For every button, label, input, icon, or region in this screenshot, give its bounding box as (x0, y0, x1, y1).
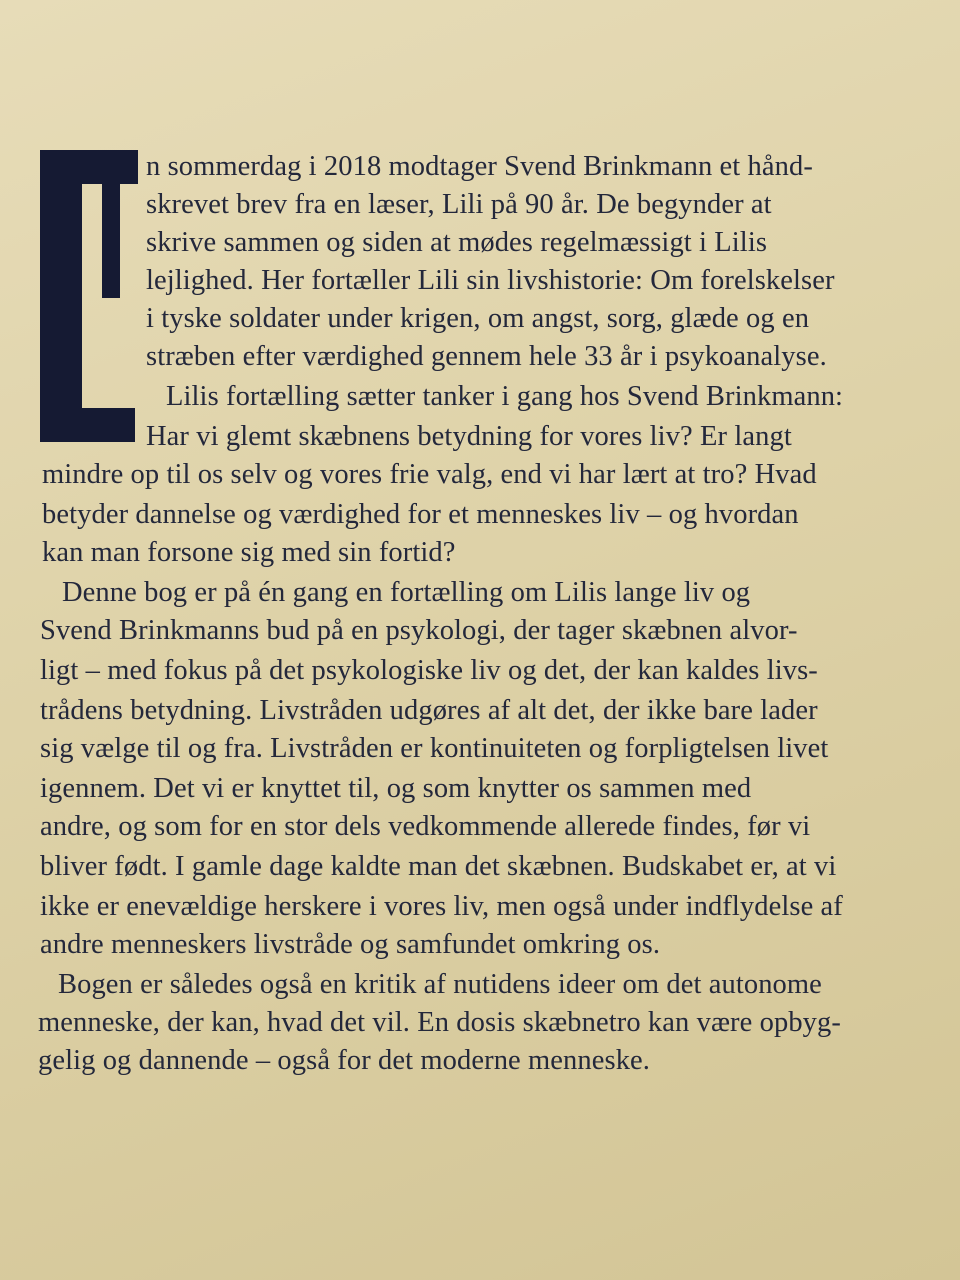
paragraph-1-line-2: skrevet brev fra en læser, Lili på 90 år. De begynder at (146, 189, 772, 220)
paragraph-4-line-3: gelig og dannende – også for det moderne menneske. (38, 1045, 651, 1076)
paragraph-2-line-2: Har vi glemt skæbnens betydning for vores liv? Er langt (146, 421, 792, 452)
drop-cap-glyph (40, 150, 140, 442)
paragraph-1-line-4: lejlighed. Her fortæller Lili sin livshistorie: Om forelskelser (146, 265, 835, 296)
paragraph-1-line-1: n sommerdag i 2018 modtager Svend Brinkmann et hånd- (146, 151, 813, 182)
paragraph-3-line-4: trådens betydning. Livstråden udgøres af alt det, der ikke bare lader (40, 695, 818, 726)
paragraph-3-line-1: Denne bog er på én gang en fortælling om Lilis lange liv og (62, 577, 751, 608)
paragraph-3-line-5: sig vælge til og fra. Livstråden er kontinuiteten og forpligtelsen livet (40, 733, 829, 764)
paragraph-1-line-6: stræben efter værdighed gennem hele 33 år i psykoanalyse. (146, 341, 827, 372)
paragraph-4-line-1: Bogen er således også en kritik af nutidens ideer om det autonome (58, 969, 822, 1000)
paragraph-3-line-3: ligt – med fokus på det psykologiske liv og det, der kan kaldes livs- (40, 655, 818, 686)
paragraph-3-line-8: bliver født. I gamle dage kaldte man det skæbnen. Budskabet er, at vi (40, 851, 837, 882)
paragraph-3-line-9: ikke er enevældige herskere i vores liv, men også under indflydelse af (40, 891, 843, 922)
paragraph-2-line-5: kan man forsone sig med sin fortid? (42, 537, 456, 568)
paragraph-2-line-1: Lilis fortælling sætter tanker i gang hos Svend Brinkmann: (166, 381, 844, 412)
paragraph-2-line-4: betyder dannelse og værdighed for et menneskes liv – og hvordan (42, 499, 799, 530)
paragraph-3-line-2: Svend Brinkmanns bud på en psykologi, der tager skæbnen alvor- (40, 615, 798, 646)
paragraph-3-line-10: andre menneskers livstråde og samfundet omkring os. (40, 929, 661, 960)
paragraph-4-line-2: menneske, der kan, hvad det vil. En dosis skæbnetro kan være opbyg- (38, 1007, 841, 1038)
paragraph-3-line-7: andre, og som for en stor dels vedkommende allerede findes, før vi (40, 811, 811, 842)
paragraph-1-line-3: skrive sammen og siden at mødes regelmæssigt i Lilis (146, 227, 768, 258)
drop-cap-e (40, 150, 140, 442)
paragraph-1-line-5: i tyske soldater under krigen, om angst, sorg, glæde og en (146, 303, 810, 334)
paragraph-2-line-3: mindre op til os selv og vores frie valg, end vi har lært at tro? Hvad (42, 459, 817, 490)
paragraph-3-line-6: igennem. Det vi er knyttet til, og som knytter os sammen med (40, 773, 752, 804)
